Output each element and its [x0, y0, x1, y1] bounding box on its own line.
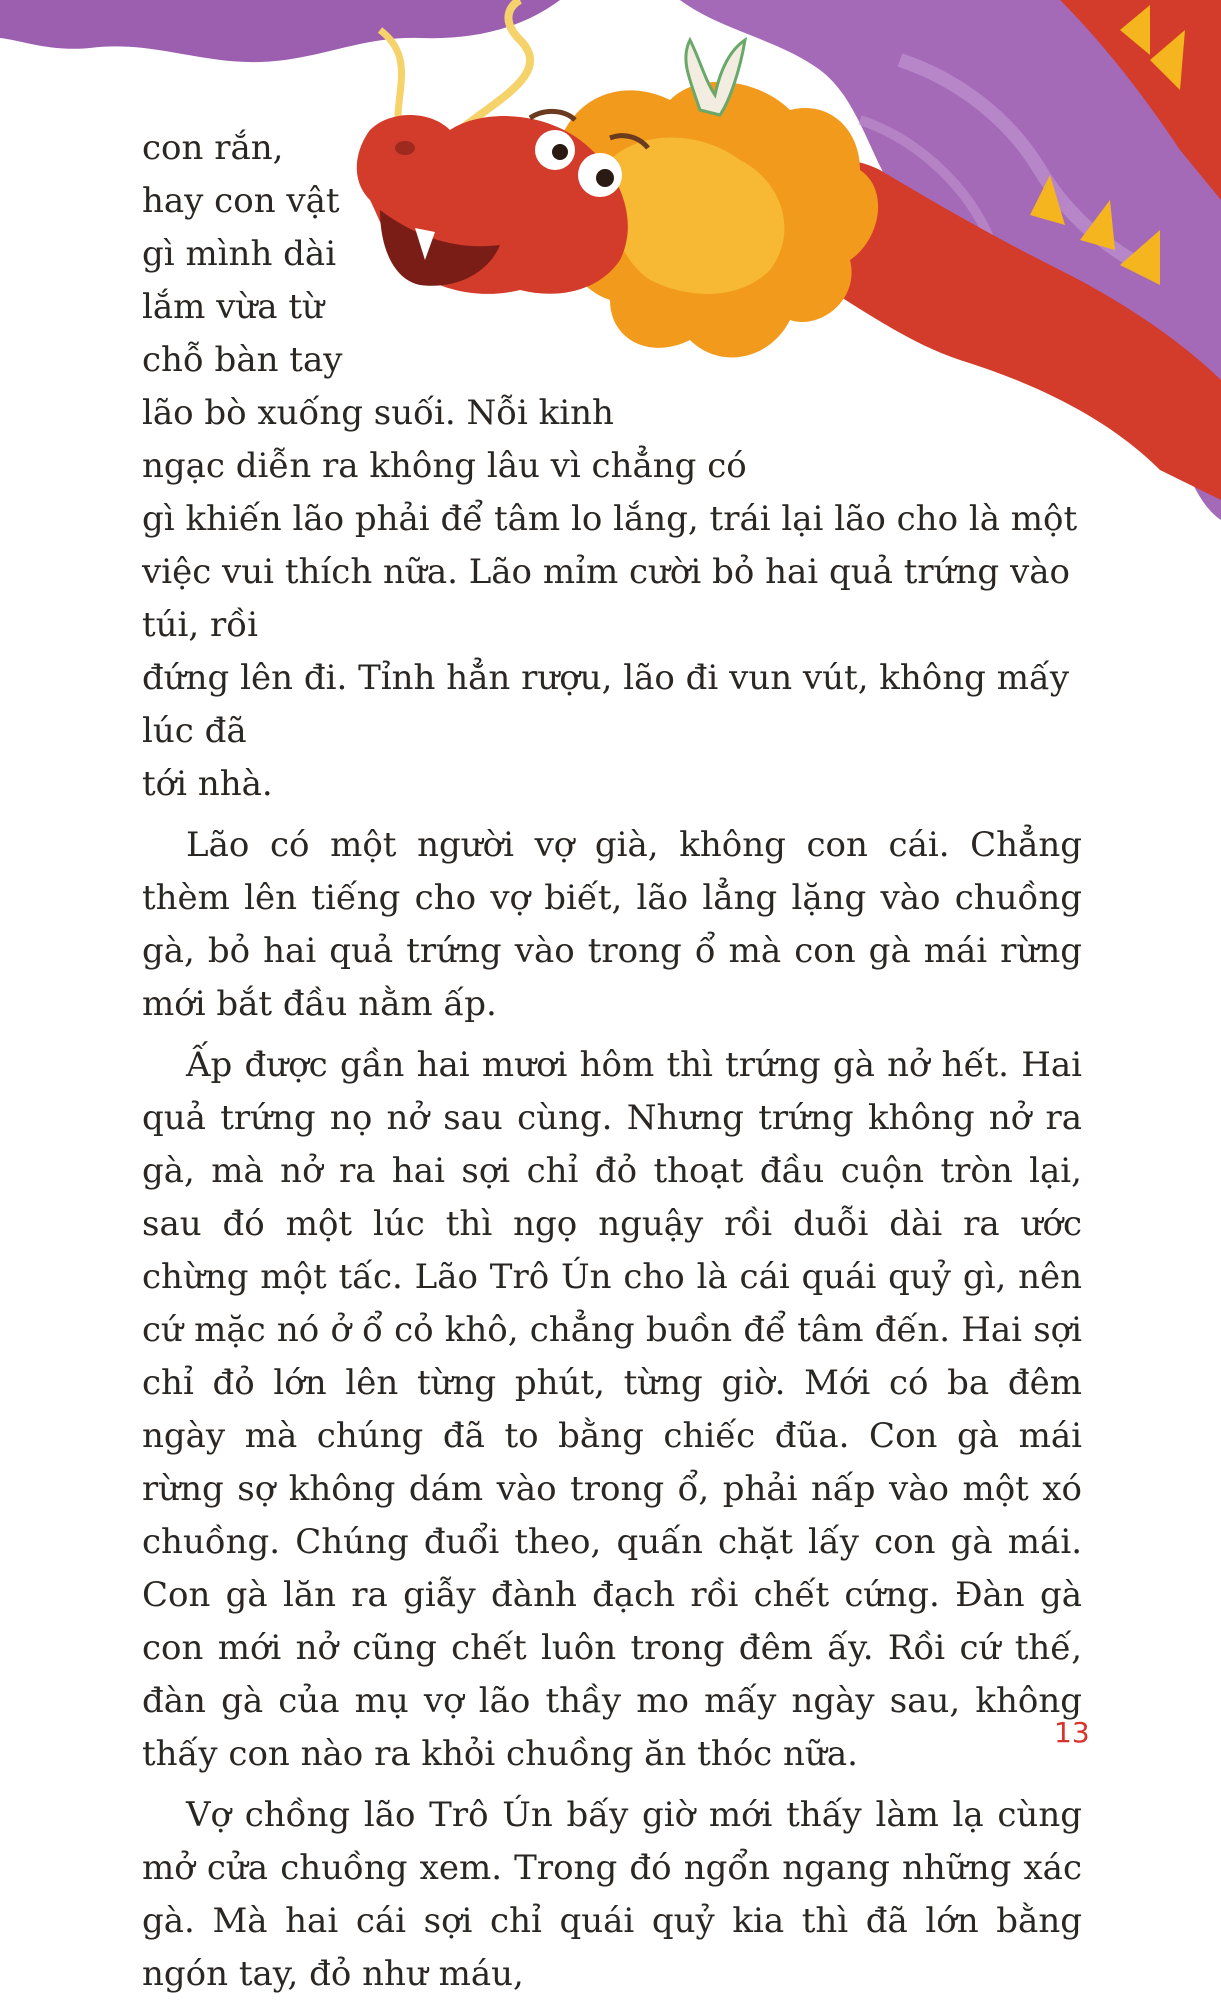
- text-line: lắm vừa từ: [142, 287, 324, 327]
- text-line: hay con vật: [142, 181, 340, 221]
- text-line: lão bò xuống suối. Nỗi kinh: [142, 393, 614, 433]
- text-line: chỗ bàn tay: [142, 340, 343, 380]
- text-line: việc vui thích nữa. Lão mỉm cười bỏ hai quả trứng vào túi, rồi: [142, 552, 1070, 645]
- text-line: ngạc diễn ra không lâu vì chẳng có: [142, 446, 747, 486]
- paragraph: Vợ chồng lão Trô Ún bấy giờ mới thấy làm lạ cùng mở cửa chuồng xem. Trong đó ngổn ngang những xác gà. Mà hai cái sợi chỉ quái quỷ kia thì đã lớn bằng ngón tay, đỏ như máu,: [142, 1795, 1082, 1994]
- first-paragraph: [142, 122, 1082, 811]
- text-line: đứng lên đi. Tỉnh hẳn rượu, lão đi vun vút, không mấy lúc đã: [142, 658, 1070, 751]
- text-line: con rắn,: [142, 128, 284, 168]
- purple-cloud-left: [0, 0, 560, 62]
- paragraph: Lão có một người vợ già, không con cái. Chẳng thèm lên tiếng cho vợ biết, lão lẳng lặng vào chuồng gà, bỏ hai quả trứng vào trong ổ mà con gà mái rừng mới bắt đầu nằm ấp.: [142, 825, 1082, 1024]
- paragraph: Ấp được gần hai mươi hôm thì trứng gà nở hết. Hai quả trứng nọ nở sau cùng. Nhưng trứng không nở ra gà, mà nở ra hai sợi chỉ đỏ thoạt đầu cuộn tròn lại, sau đó một lúc thì ngọ nguậy rồi duỗi dài ra ước chừng một tấc. Lão Trô Ún cho là cái quái quỷ gì, nên cứ mặc nó ở ổ cỏ khô, chẳng buồn để tâm đến. Hai sợi chỉ đỏ lớn lên từng phút, từng giờ. Mới có ba đêm ngày mà chúng đã to bằng chiếc đũa. Con gà mái rừng sợ không dám vào trong ổ, phải nấp vào một xó chuồng. Chúng đuổi theo, quấn chặt lấy con gà mái. Con gà lăn ra giẫy đành đạch rồi chết cứng. Đàn gà con mới nở cũng chết luôn trong đêm ấy. Rồi cứ thế, đàn gà của mụ vợ lão thầy mo mấy ngày sau, không thấy con nào ra khỏi chuồng ăn thóc nữa.: [142, 1045, 1082, 1774]
- page-text: [142, 122, 1082, 2001]
- text-line: gì khiến lão phải để tâm lo lắng, trái lại lão cho là một: [142, 499, 1078, 539]
- page-number: 13: [1054, 1716, 1090, 1749]
- text-line: tới nhà.: [142, 764, 273, 804]
- text-line: gì mình dài: [142, 234, 337, 274]
